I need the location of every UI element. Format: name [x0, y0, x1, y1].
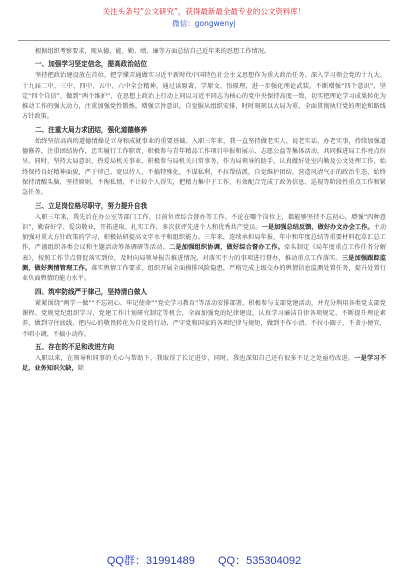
- body-text: 始终坚信高尚的道德情操是立身和成就事业的重要基础。入职三年来，我一直坚持做老实人、说老实话、办老实事，持续加强道德修养，注重团结协作，忠实履行工作职责，积极参与青年精品工作项目申报和展示、志愿公益等集体活动，共同推进局工作亮点纷呈。同时，坚持大局意识、热爱局机关事业，积极参与局机关日常事务，作为局领导的助手，认真做好处室内勤及公文处理工作，始终保持良好精神面貌，严于律己、宽以待人，不搞特殊化，不谋私利，不拉帮结派，自觉维护团结，营造风清气正的政治生态，始终保持清醒头脑，坚持原则，不徇私情，不计较个人得失，把精力集中于工作，有效配合完成了政务信息、巡视等阶段性重点工作和紧急任务。: [22, 137, 386, 197]
- page-header: [0, 6, 408, 30]
- header-promo-text: 关注头条号“公文研究”，获得最新最全最专业的公文资料库！: [102, 7, 306, 16]
- section-paragraph: [22, 213, 386, 285]
- page-footer: [0, 552, 408, 568]
- footer-qq: QQ：535304092: [217, 555, 302, 567]
- section-heading: 五、存在的不足和改进方向: [35, 342, 115, 351]
- section-heading: 四、筑牢防线严于律己，坚持清白做人: [35, 287, 148, 296]
- body-text: 紧紧围绕“两学一做”“不忘初心、牢记使命”“党史学习教育”等活动安排部署，积极参与支部党建活动，并充分利用各类党支部党课程、党规党纪组织学习，党建工作计划研究制定等机会，全面加强党的纪律建设，认真学习廉洁自律各项规定，不断提升理论素养，做到守住底线，把内心的敬畏转化为自觉的行动，严守党和国家的各项纪律与规矩，做到不作小清、不拉小圈子，不贪小便宜，不唱小调，不搞小动作。: [22, 299, 386, 338]
- intro-paragraph: 根据组织考察要求，现从德、能、勤、绩、廉等方面总结自己近年来的思想工作情况。: [35, 48, 271, 55]
- document-body: [22, 47, 386, 374]
- body-text: 落实舆情工作要求，组织开展全面摸排风险隐患，严格完成上级交办的舆情信息监测处置任务，提升处置行业负面舆情的能力水平。: [22, 265, 387, 283]
- sections-container: [22, 57, 386, 374]
- section-heading: 三、立足岗位格尽职守，努力提升自我: [35, 201, 148, 210]
- emphasis-text: 一是加强总结反馈，做好办文办会工作。: [261, 223, 374, 231]
- section-heading: 一、加强学习坚定信念，提高政治站位: [35, 60, 148, 69]
- section-paragraph: [22, 71, 386, 122]
- section-heading: 二、注重大局力求团结，强化道德修养: [35, 125, 148, 134]
- section-paragraph: [22, 137, 386, 199]
- body-text: 坚持把政治建设放在首位，把学懂弄通做实习近平新时代中国特色社会主义思想作为重大政治任务。深入学习领会党的十九大、十九届二中、三中、四中、五中、六中全会精神，通过读原著、学原文、悟原理，进一步强化理论武装，不断增强“四个意识”、坚定“四个自信”、做到“两个维护”，在思想上政治上行动上同以习近平同志为核心的党中央保持高度一致，切实把理论学习成果转化为推动工作的强大动力，注重加强党性锻炼，增强宗旨意识，自觉服从组织安排，时时刻刻以大局为重，全面贯彻执行党的理论和路线方针政策。: [22, 72, 386, 121]
- header-divider: [18, 40, 390, 41]
- emphasis-text: 二是加强组织协调，做好综合督办工作。: [168, 244, 284, 252]
- body-text: 入职以来，在领导和同事的关心与帮助下，我取得了长足进步，同时，我也深知自己还有很多不足之处亟待改进。: [35, 354, 355, 362]
- header-wechat-text: 微信：gongwenyj: [172, 19, 236, 28]
- body-text: 入职三年来，我先后在办公室等部门工作，目前负责综合督办等工作。不论在哪个岗位上，都能够坚持不忘初心，增强“四种意识”，勤奋好学、爱岗敬业，开拓进取、扎实工作，多次获评先进个人和优秀共产党员。: [22, 213, 386, 231]
- body-text: 牵头制定《局年度重点工作任务分解表》，按照工作节点督促落实到位，及时向局领导报告推进情况，对落实不力的事项进行督办，推动重点工作落实。: [22, 244, 387, 262]
- footer-qq-group: QQ群：31991489: [106, 555, 195, 567]
- body-text: 主动加强对重大方针政策的学习，积极钻研提高文字水平和组织能力。三年来，连续承担局年报、年中和年度总结等重要材料起草汇总工作，严谨组织各类会议和主题活动筹备调研等活动。: [22, 223, 387, 252]
- body-text: 除: [77, 365, 84, 373]
- section-paragraph: [22, 354, 386, 375]
- emphasis-text: 三是加强跟踪监测，做好舆情管理工作。: [22, 254, 387, 273]
- emphasis-text: 一是学习不足，业务知识欠缺，: [22, 354, 387, 373]
- section-paragraph: [22, 299, 386, 340]
